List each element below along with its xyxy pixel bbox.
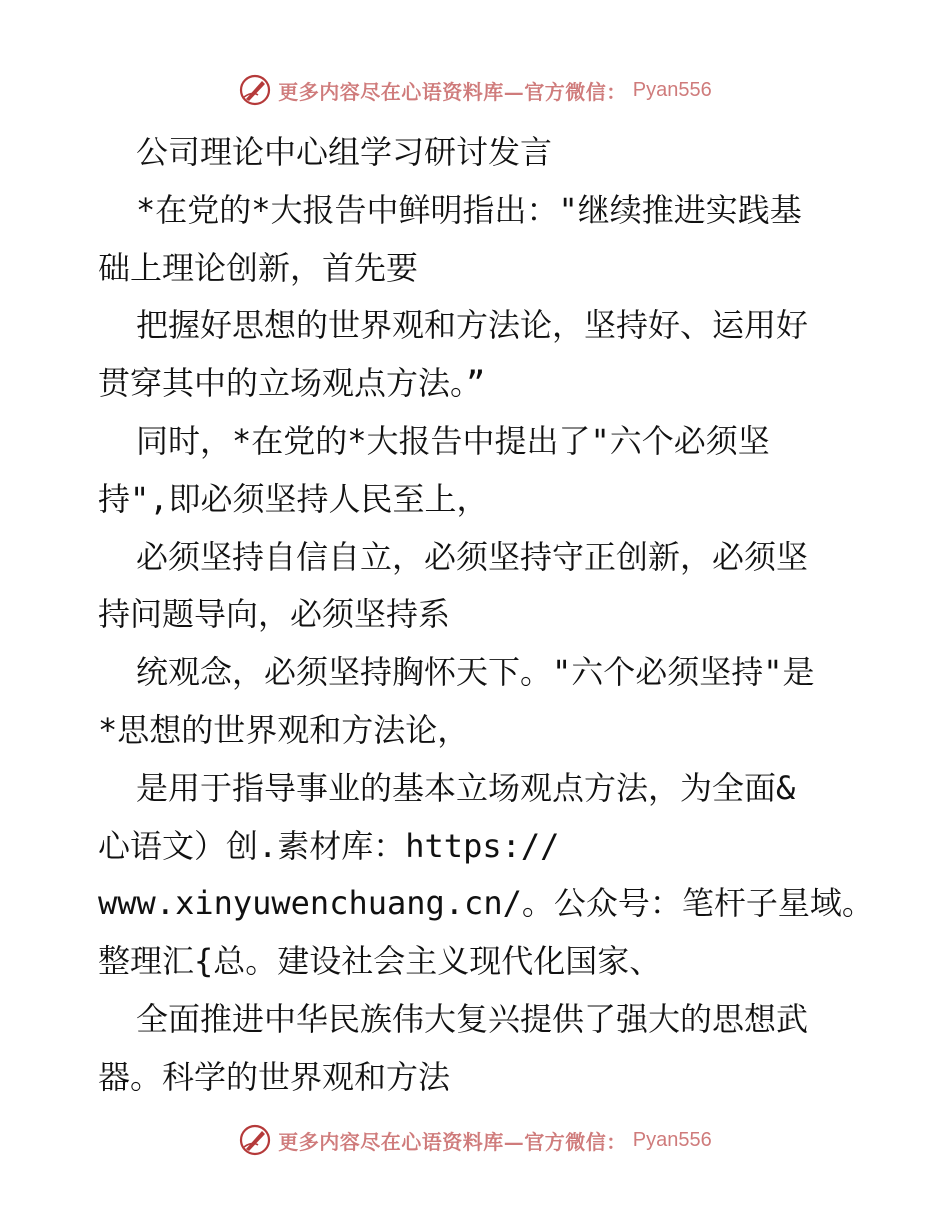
paragraph-line: 整理汇{总。建设社会主义现代化国家、 [98, 942, 662, 981]
banner-text: 更多内容尽在心语资料库—官方微信： [278, 79, 627, 104]
paragraph-line: 持",即必须坚持人民至上， [98, 479, 489, 518]
banner-wechat-handle: Pyan556 [632, 1128, 712, 1151]
document-title: 公司理论中心组学习研讨发言 [136, 133, 553, 171]
paragraph-line: 必须坚持自信自立，必须坚持守正创新，必须坚 [136, 537, 809, 576]
footer-watermark-banner [0, 1118, 950, 1162]
banner-content [238, 73, 711, 107]
quill-logo-icon [238, 73, 272, 107]
paragraph-line: *在党的*大报告中鲜明指出："继续推进实践基 [136, 190, 802, 229]
banner-content [238, 1123, 711, 1157]
paragraph-line: 同时，*在党的*大报告中提出了"六个必须坚 [136, 421, 770, 460]
quill-logo-icon [238, 1123, 272, 1157]
banner-wechat-handle: Pyan556 [632, 78, 712, 101]
paragraph-line: 统观念，必须坚持胸怀天下。"六个必须坚持"是 [136, 653, 815, 692]
paragraph-line: 是用于指导事业的基本立场观点方法，为全面& [136, 768, 796, 807]
paragraph-line: www.xinyuwenchuang.cn/。公众号：笔杆子星域。 [98, 884, 874, 923]
paragraph-line: 把握好思想的世界观和方法论，坚持好、运用好 [136, 306, 809, 345]
paragraph-line: 础上理论创新，首先要 [98, 248, 419, 287]
paragraph-line: 心语文）创.素材库：https:// [98, 826, 560, 865]
paragraph-line: 器。科学的世界观和方法 [98, 1057, 451, 1096]
paragraph-line: 持问题导向，必须坚持系 [98, 595, 451, 634]
header-watermark-banner [0, 68, 950, 112]
paragraph-line: *思想的世界观和方法论， [98, 710, 470, 749]
paragraph-line: 全面推进中华民族伟大复兴提供了强大的思想武 [136, 999, 809, 1038]
document-body [98, 124, 874, 1107]
paragraph-line: 贯穿其中的立场观点方法。” [98, 364, 486, 403]
banner-text: 更多内容尽在心语资料库—官方微信： [278, 1129, 627, 1154]
